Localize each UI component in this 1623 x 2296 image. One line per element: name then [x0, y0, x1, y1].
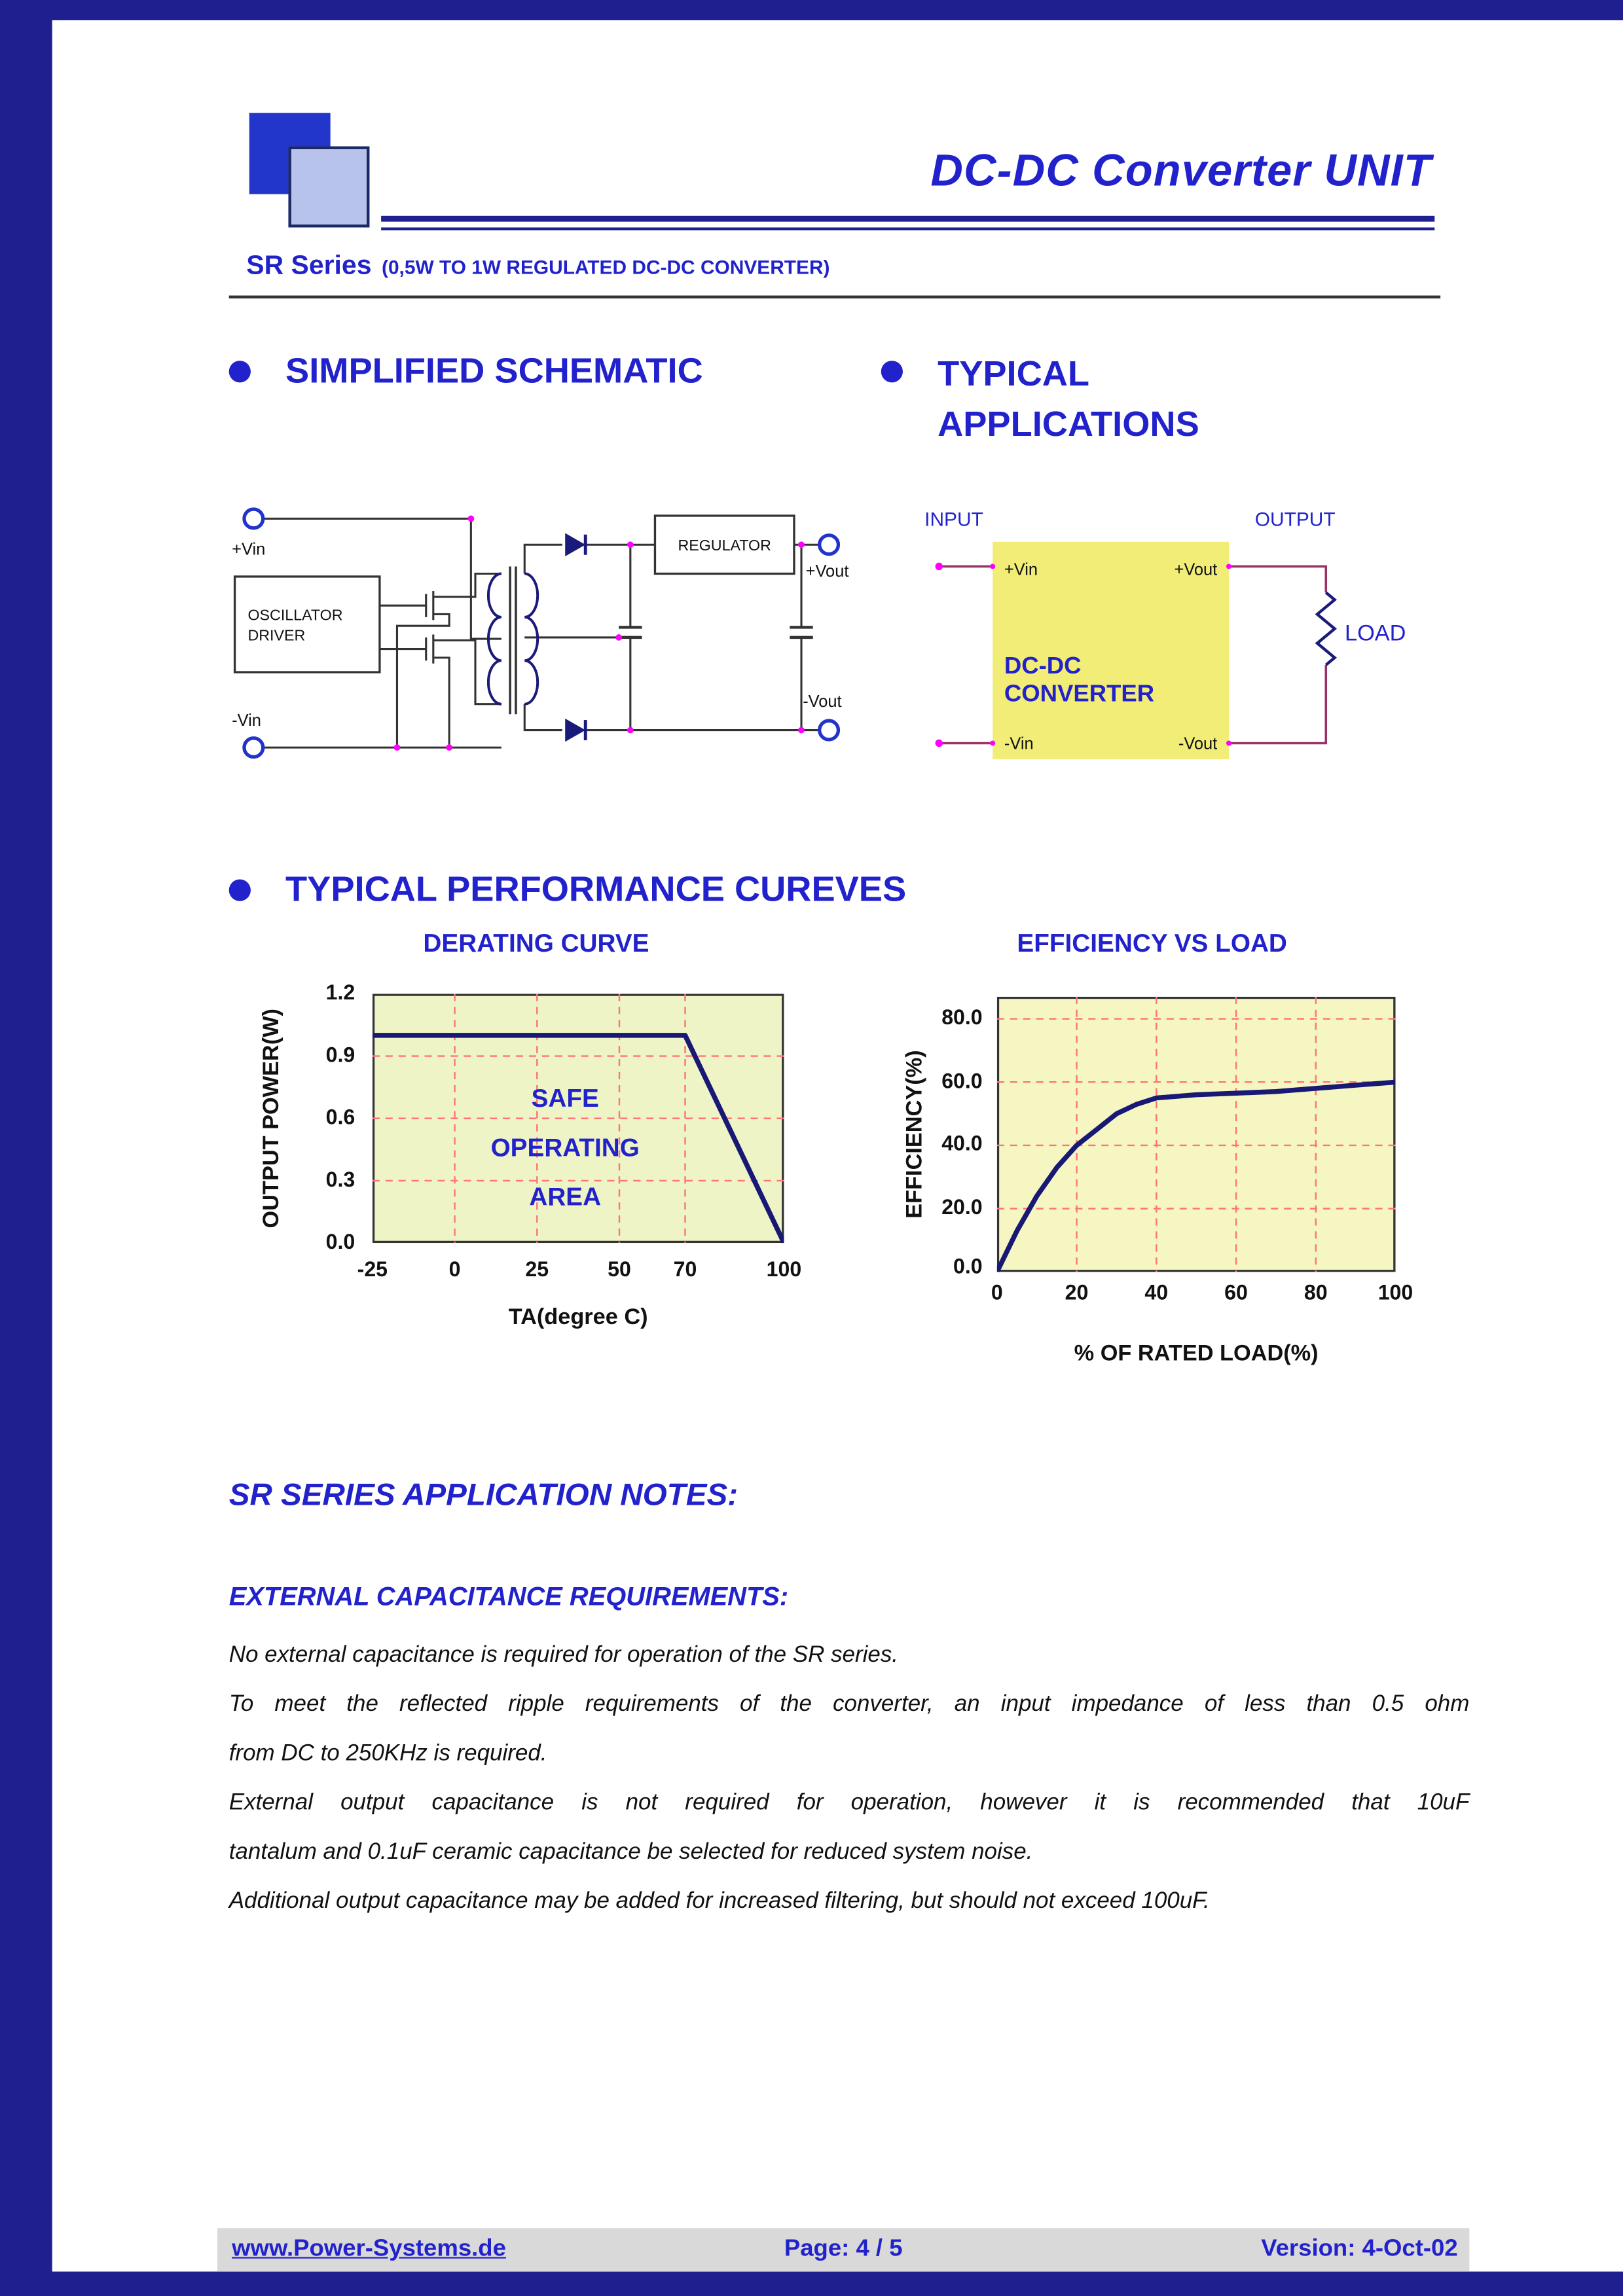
rectifier-diode-top [565, 533, 585, 556]
y-tick-label: 0.0 [325, 1231, 356, 1255]
x-tick-label: 60 [1224, 1282, 1248, 1306]
note-line: tantalum and 0.1uF ceramic capacitance be selected for reduced system noise. [228, 1840, 1033, 1865]
bullet-icon [229, 880, 251, 901]
output-label: OUTPUT [1254, 509, 1336, 531]
x-tick-label: 100 [1377, 1282, 1413, 1306]
oscillator-label-line1: OSCILLATOR [247, 606, 343, 624]
header-rule-thick [381, 216, 1434, 222]
oscillator-driver-box [235, 577, 380, 672]
application-notes-heading: SR SERIES APPLICATION NOTES: [228, 1477, 739, 1513]
y-tick-label: 1.2 [325, 982, 356, 1006]
rectifier-diode-bottom [565, 719, 585, 742]
x-tick-label: -25 [357, 1259, 388, 1282]
box-label-vout-neg: -Vout [1178, 734, 1218, 753]
y-tick-label: 0.6 [325, 1107, 356, 1130]
y-tick-label: 40.0 [941, 1132, 983, 1157]
x-tick-label: 80 [1304, 1282, 1328, 1306]
header-divider [229, 296, 1440, 298]
efficiency-x-axis-label: % OF RATED LOAD(%) [1074, 1341, 1319, 1367]
terminal-vin-pos [244, 509, 263, 528]
oscillator-label-line2: DRIVER [247, 626, 306, 644]
schematic-label-vout-pos: +Vout [805, 562, 849, 581]
load-label: LOAD [1345, 620, 1406, 646]
x-tick-label: 40 [1144, 1282, 1169, 1306]
box-label-vout-pos: +Vout [1174, 560, 1218, 579]
schematic-label-vin-neg: -Vin [232, 711, 261, 730]
regulator-label: REGULATOR [678, 537, 771, 554]
box-title-line2: CONVERTER [1004, 679, 1155, 707]
schematic-section-heading: SIMPLIFIED SCHEMATIC [285, 351, 703, 391]
page-title: DC-DC Converter UNIT [930, 145, 1432, 196]
applications-section-heading [938, 349, 1199, 450]
x-tick-label: 0 [448, 1259, 461, 1282]
y-tick-label: 60.0 [941, 1070, 983, 1094]
x-tick-label: 0 [991, 1282, 1003, 1306]
y-tick-label: 80.0 [941, 1007, 983, 1030]
series-name: SR Series [246, 249, 372, 280]
terminal-vout-neg [820, 721, 839, 740]
company-logo [249, 113, 380, 235]
y-tick-label: 0.3 [325, 1169, 356, 1193]
bullet-icon [229, 361, 251, 382]
performance-section-heading: TYPICAL PERFORMANCE CUREVES [285, 870, 907, 910]
derating-plot-area [373, 994, 784, 1243]
note-line: No external capacitance is required for operation of the SR series. [228, 1642, 899, 1668]
x-tick-label: 100 [766, 1259, 802, 1282]
typical-application-diagram [910, 501, 1461, 769]
schematic-label-vin-pos: +Vin [232, 540, 266, 559]
footer-page-indicator: Page: 4 / 5 [784, 2235, 903, 2262]
series-subtitle: (0,5W TO 1W REGULATED DC-DC CONVERTER) [381, 256, 830, 278]
x-tick-label: 70 [673, 1259, 697, 1282]
soa-annotation-line3: AREA [529, 1183, 602, 1211]
y-tick-label: 20.0 [941, 1196, 983, 1220]
y-tick-label: 0.0 [953, 1256, 983, 1280]
footer-website-link[interactable]: www.Power-Systems.de [232, 2235, 506, 2262]
efficiency-y-axis-label: EFFICIENCY(%) [902, 1050, 928, 1219]
footer-version-label: Version: 4-Oct-02 [1261, 2235, 1458, 2262]
input-label: INPUT [924, 509, 983, 531]
schematic-label-vout-neg: -Vout [803, 692, 842, 711]
application-notes-body [229, 1631, 1470, 1927]
soa-annotation-line1: SAFE [531, 1085, 599, 1113]
bullet-icon [881, 361, 903, 382]
terminal-vin-neg [244, 738, 263, 757]
x-tick-label: 20 [1065, 1282, 1089, 1306]
y-tick-label: 0.9 [325, 1044, 356, 1068]
applications-heading-line1: TYPICAL [938, 355, 1090, 395]
derating-x-axis-label: TA(degree C) [508, 1305, 648, 1330]
header-rule-thin [381, 228, 1434, 230]
transformer-secondary-coil [524, 574, 538, 704]
capacitance-requirements-heading: EXTERNAL CAPACITANCE REQUIREMENTS: [228, 1582, 789, 1611]
simplified-schematic-diagram [217, 487, 898, 794]
soa-annotation-line2: OPERATING [490, 1134, 640, 1162]
page-border-bottom [0, 2272, 1623, 2296]
derating-chart-title: DERATING CURVE [423, 928, 649, 958]
load-resistor [1317, 592, 1335, 665]
page-border-left [0, 0, 52, 2296]
logo-front-square [288, 147, 369, 228]
box-label-vin-pos: +Vin [1004, 560, 1038, 579]
derating-y-axis-label: OUTPUT POWER(W) [259, 1009, 284, 1229]
x-tick-label: 50 [608, 1259, 631, 1282]
applications-heading-line2: APPLICATIONS [938, 405, 1199, 445]
note-line: from DC to 250KHz is required. [228, 1741, 547, 1767]
page-border-top [0, 0, 1623, 20]
x-tick-label: 25 [525, 1259, 549, 1282]
terminal-vout-pos [820, 535, 839, 554]
note-line: To meet the reflected ripple requirements of the converter, an input impedance of less than 0.5 ohm [228, 1692, 1470, 1717]
efficiency-chart-title: EFFICIENCY VS LOAD [1017, 928, 1287, 958]
note-line: Additional output capacitance may be added for increased filtering, but should not exceed 100uF. [228, 1889, 1210, 1914]
note-line: External output capacitance is not required for operation, however it is recommended that 10uF [228, 1790, 1470, 1816]
box-label-vin-neg: -Vin [1004, 734, 1034, 753]
efficiency-plot-area [997, 997, 1396, 1272]
box-title-line1: DC-DC [1004, 652, 1082, 679]
